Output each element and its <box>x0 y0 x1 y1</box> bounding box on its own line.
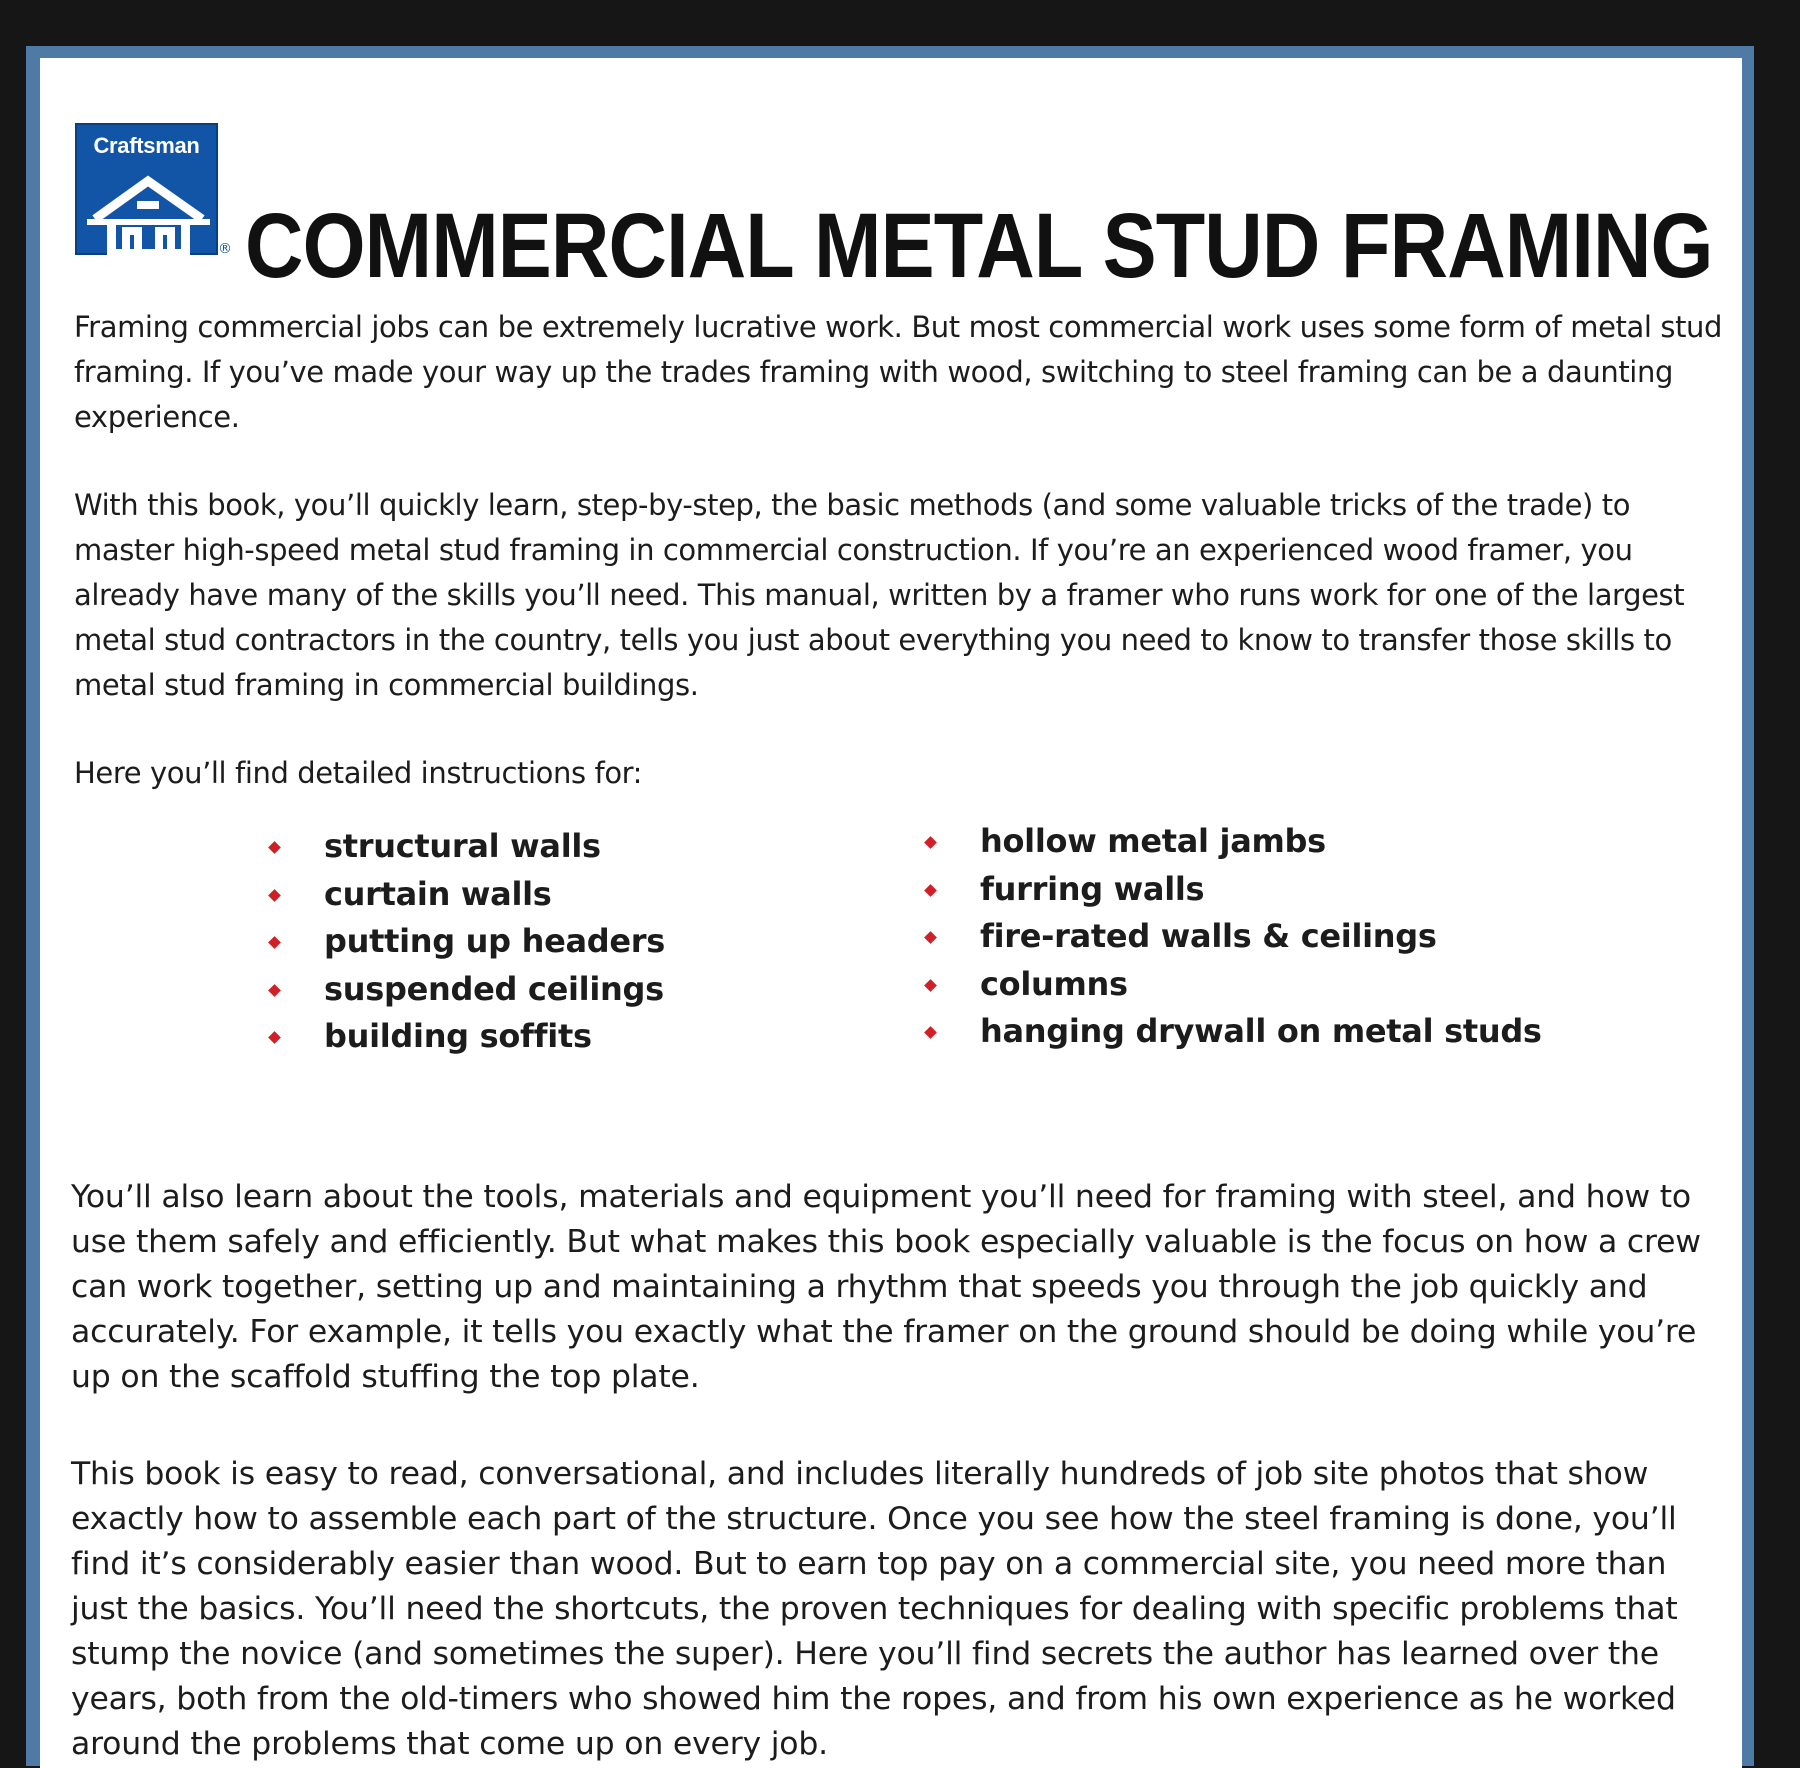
bullet-diamond-icon <box>924 1026 937 1039</box>
bullet-diamond-icon <box>268 889 281 902</box>
topic-list-right <box>923 818 1542 1056</box>
instructions-lead: Here you’ll find detailed instructions for: <box>74 756 643 790</box>
topic-list <box>40 822 1740 1088</box>
list-item <box>267 1013 665 1061</box>
bullet-diamond-icon <box>924 931 937 944</box>
list-item <box>923 913 1542 961</box>
bullet-diamond-icon <box>268 841 281 854</box>
list-item-label: structural walls <box>324 827 601 865</box>
page-title: COMMERCIAL METAL STUD FRAMING <box>245 194 1713 297</box>
tools-paragraph: You’ll also learn about the tools, materials and equipment you’ll need for framing with steel, and how to use them safely and efficiently. But what makes this book especially valuable is the focus on how a crew can work together, setting up and maintaining a rhythm that speeds you through the job quickly and accurately. For example, it tells you exactly what the framer on the ground should be doing while you’re up on the scaffold stuffing the top plate. <box>71 1179 1701 1395</box>
list-item-label: hollow metal jambs <box>980 822 1326 860</box>
bullet-diamond-icon <box>268 1031 281 1044</box>
list-item-label: building soffits <box>324 1017 592 1055</box>
bullet-diamond-icon <box>924 884 937 897</box>
bullet-diamond-icon <box>924 979 937 992</box>
list-item-label: fire-rated walls & ceilings <box>980 917 1437 955</box>
list-item-label: putting up headers <box>324 922 666 960</box>
logo-brand-text: Craftsman <box>93 133 200 158</box>
craftsman-logo <box>75 123 230 263</box>
list-item-label: furring walls <box>980 869 1205 908</box>
methods-paragraph: With this book, you’ll quickly learn, step-by-step, the basic methods (and some valuable tricks of the trade) to master high-speed metal stud framing in commercial construction. If you’re an experienced wood framer, you already have many of the skills you’ll need. This manual, written by a framer who runs work for one of the largest metal stud contractors in the country, tells you just about everything you need to know to transfer those skills to metal stud framing in commercial buildings. <box>74 488 1685 702</box>
list-item-label: curtain walls <box>324 874 552 913</box>
document-page <box>40 58 1742 1768</box>
topic-list-left <box>267 823 665 1061</box>
list-item <box>923 961 1542 1009</box>
list-item <box>267 966 665 1014</box>
list-item <box>267 823 665 871</box>
list-item-label: suspended ceilings <box>324 969 664 1008</box>
registered-mark: ® <box>218 241 232 257</box>
list-item-label: hanging drywall on metal studs <box>980 1012 1542 1050</box>
intro-paragraph: Framing commercial jobs can be extremely lucrative work. But most commercial work uses some form of metal stud framing. If you’ve made your way up the trades framing with wood, switching to steel framing can be a daunting experience. <box>74 310 1723 434</box>
header <box>75 123 1715 323</box>
list-item <box>923 818 1542 866</box>
bullet-diamond-icon <box>924 836 937 849</box>
logo-box <box>75 123 218 255</box>
house-icon <box>77 161 220 261</box>
list-item <box>923 866 1542 914</box>
bullet-diamond-icon <box>268 984 281 997</box>
list-item <box>267 918 665 966</box>
bullet-diamond-icon <box>268 936 281 949</box>
easy-read-paragraph: This book is easy to read, conversational, and includes literally hundreds of job site photos that show exactly how to assemble each part of the structure. Once you see how the steel framing is done, you’ll find it’s considerably easier than wood. But to earn top pay on a commercial site, you need more than just the basics. You’ll need the shortcuts, the proven techniques for dealing with specific problems that stump the novice (and sometimes the super). Here you’ll find secrets the author has learned over the years, both from the old-timers who showed him the ropes, and from his own experience as he worked around the problems that come up on every job. <box>71 1456 1678 1762</box>
list-item-label: columns <box>980 964 1128 1003</box>
list-item <box>267 871 665 919</box>
list-item <box>923 1008 1542 1056</box>
